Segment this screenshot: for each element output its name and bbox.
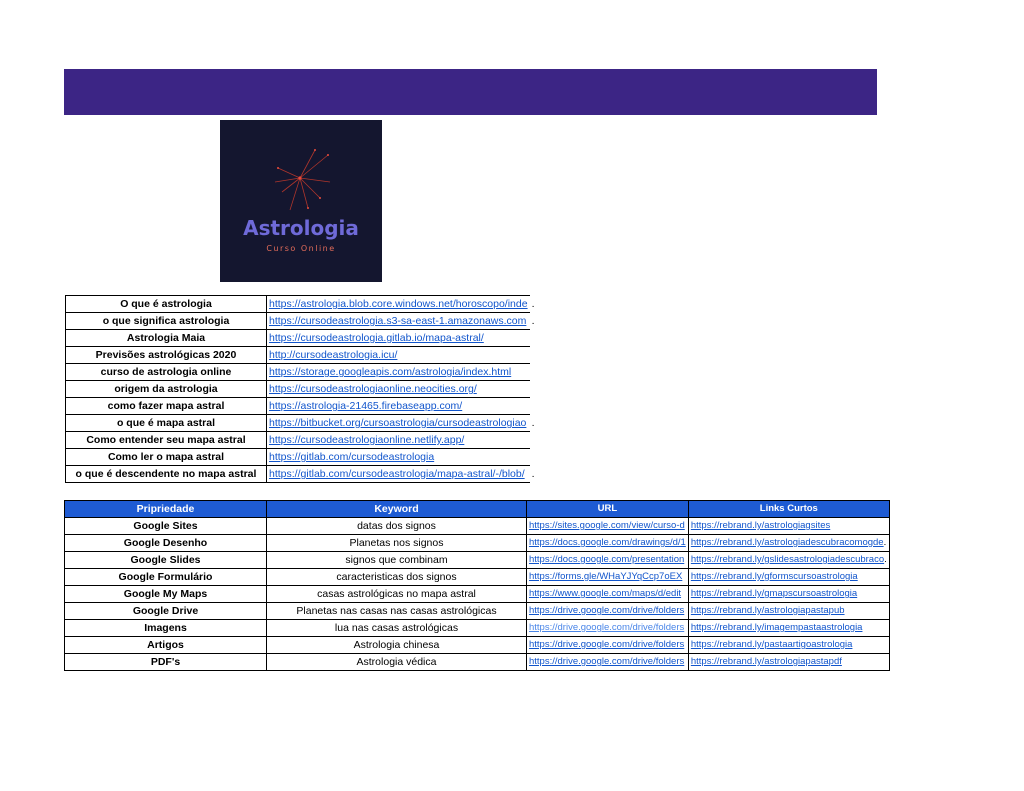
short-link-cell[interactable] (688, 637, 889, 654)
url-link[interactable]: https://cursodeastrologia.s3-sa-east-1.amazonaws.com (269, 315, 527, 327)
keyword-cell: o que é descendente no mapa astral (66, 466, 267, 483)
table-row (66, 449, 543, 466)
table-row (65, 518, 890, 535)
short-link-cell[interactable] (688, 552, 889, 569)
overflow-mark (530, 347, 543, 364)
property-cell: Google My Maps (65, 586, 267, 603)
short-link-cell[interactable] (688, 603, 889, 620)
url-link[interactable]: https://docs.google.com/presentation (529, 554, 685, 565)
overflow-mark: . (531, 417, 535, 429)
short-link[interactable]: https://rebrand.ly/imagempastaastrologia (690, 622, 863, 633)
short-link-cell[interactable] (688, 654, 889, 671)
url-cell[interactable] (267, 313, 530, 330)
table-row (66, 330, 543, 347)
url-link[interactable]: https://drive.google.com/drive/folders (529, 605, 685, 616)
url-cell[interactable] (527, 552, 689, 569)
table-row (65, 569, 890, 586)
keyword-cell: como fazer mapa astral (66, 398, 267, 415)
column-header: Keyword (267, 501, 527, 518)
property-cell: Google Slides (65, 552, 267, 569)
short-link-cell[interactable] (688, 535, 889, 552)
overflow-mark (530, 449, 543, 466)
logo-subtitle: Curso Online (266, 244, 336, 253)
keyword-cell: Planetas nos signos (267, 535, 527, 552)
overflow-mark (530, 432, 543, 449)
keyword-cell: caracteristicas dos signos (267, 569, 527, 586)
url-link[interactable]: https://www.google.com/maps/d/edit (529, 588, 682, 599)
url-cell[interactable] (267, 381, 530, 398)
table-row (66, 381, 543, 398)
keyword-cell: Astrologia chinesa (267, 637, 527, 654)
url-link[interactable]: http://cursodeastrologia.icu/ (269, 349, 398, 361)
url-link[interactable]: https://storage.googleapis.com/astrologia/index.html (269, 366, 512, 378)
property-cell: Artigos (65, 637, 267, 654)
overflow-mark: . (531, 315, 535, 327)
url-cell[interactable] (527, 569, 689, 586)
column-header: URL (527, 501, 689, 518)
overflow-mark: . (531, 468, 535, 480)
short-link[interactable]: https://rebrand.ly/astrologiadescubracomogde (690, 537, 884, 548)
keyword-cell: signos que combinam (267, 552, 527, 569)
property-cell: Google Drive (65, 603, 267, 620)
table-row (65, 586, 890, 603)
overflow-mark (530, 398, 543, 415)
keyword-cell: casas astrológicas no mapa astral (267, 586, 527, 603)
table-row (66, 432, 543, 449)
table-row (66, 296, 543, 313)
overflow-mark (530, 381, 543, 398)
overflow-mark (530, 364, 543, 381)
url-cell[interactable] (527, 620, 689, 637)
url-cell[interactable] (267, 449, 530, 466)
url-cell[interactable] (527, 603, 689, 620)
url-cell[interactable] (527, 586, 689, 603)
keyword-cell: lua nas casas astrológicas (267, 620, 527, 637)
keyword-cell: Previsões astrológicas 2020 (66, 347, 267, 364)
table-row (66, 364, 543, 381)
overflow-mark (530, 330, 543, 347)
table-row (65, 552, 890, 569)
url-link[interactable]: https://docs.google.com/drawings/d/1 (529, 537, 686, 548)
overflow-mark: . (531, 298, 535, 310)
url-link[interactable]: https://astrologia.blob.core.windows.net/horoscopo/inde (269, 298, 528, 310)
table-row (65, 654, 890, 671)
url-cell[interactable] (527, 654, 689, 671)
property-cell: Google Sites (65, 518, 267, 535)
short-link[interactable]: https://rebrand.ly/gmapscursoastrologia (690, 588, 858, 599)
header-row (65, 501, 890, 518)
short-link[interactable]: https://rebrand.ly/astrologiapastapdf (690, 656, 842, 667)
table-row (66, 415, 543, 432)
url-link[interactable]: https://gitlab.com/cursodeastrologia/mapa-astral/-/blob/ (269, 468, 525, 480)
table-row (65, 603, 890, 620)
short-link-cell[interactable] (688, 518, 889, 535)
table-row (66, 347, 543, 364)
keyword-cell: Planetas nas casas nas casas astrológicas (267, 603, 527, 620)
column-header: Links Curtos (688, 501, 889, 518)
keyword-cell: O que é astrologia (66, 296, 267, 313)
property-cell: Google Formulário (65, 569, 267, 586)
url-cell[interactable] (267, 347, 530, 364)
url-link[interactable]: https://cursodeastrologiaonline.netlify.app/ (269, 434, 465, 446)
keyword-cell: datas dos signos (267, 518, 527, 535)
keyword-cell: Astrologia védica (267, 654, 527, 671)
url-link[interactable]: https://drive.google.com/drive/folders (529, 639, 685, 650)
url-link[interactable]: https://cursodeastrologia.gitlab.io/mapa-astral/ (269, 332, 484, 344)
url-cell[interactable] (267, 398, 530, 415)
keyword-cell: Como ler o mapa astral (66, 449, 267, 466)
keyword-cell: Como entender seu mapa astral (66, 432, 267, 449)
url-cell[interactable] (527, 518, 689, 535)
url-link[interactable]: https://bitbucket.org/cursoastrologia/cursodeastrologiao (269, 417, 527, 429)
url-cell[interactable] (267, 330, 530, 347)
table-row (65, 535, 890, 552)
page-title: Curso de Astrologia Online - Descubra Como (180, 16, 697, 43)
url-link[interactable]: https://drive.google.com/drive/folders (529, 656, 685, 667)
table-row (66, 398, 543, 415)
property-cell: Google Desenho (65, 535, 267, 552)
keyword-cell: o que é mapa astral (66, 415, 267, 432)
url-cell[interactable] (267, 466, 530, 483)
keyword-cell: curso de astrologia online (66, 364, 267, 381)
short-link[interactable]: https://rebrand.ly/pastaartigoastrologia (690, 639, 853, 650)
url-cell[interactable] (267, 364, 530, 381)
overflow-mark: . (883, 537, 887, 548)
constellation-icon (220, 120, 382, 282)
url-cell[interactable] (267, 296, 530, 313)
keyword-cell: Astrologia Maia (66, 330, 267, 347)
url-cell[interactable] (267, 415, 530, 432)
table-row (66, 313, 543, 330)
url-cell[interactable] (527, 637, 689, 654)
table-row (66, 466, 543, 483)
column-header: Pripriedade (65, 501, 267, 518)
url-link[interactable]: https://drive.google.com/drive/folders (529, 622, 685, 633)
keyword-cell: origem da astrologia (66, 381, 267, 398)
title-banner (64, 69, 877, 115)
short-link-cell[interactable] (688, 620, 889, 637)
property-cell: PDF's (65, 654, 267, 671)
keyword-links-table (65, 295, 543, 483)
table-row (65, 620, 890, 637)
url-link[interactable]: https://astrologia-21465.firebaseapp.com/ (269, 400, 463, 412)
url-link[interactable]: https://gitlab.com/cursodeastrologia (269, 451, 435, 463)
url-link[interactable]: https://cursodeastrologiaonline.neocities.org/ (269, 383, 477, 395)
url-link[interactable]: https://forms.gle/WHaYJYqCcp7oEX (529, 571, 683, 582)
url-cell[interactable] (527, 535, 689, 552)
astrologia-logo-image (220, 120, 382, 282)
short-link[interactable]: https://rebrand.ly/astrologiagsites (690, 520, 831, 531)
overflow-mark: . (884, 554, 887, 565)
properties-table (64, 500, 890, 671)
short-link[interactable]: https://rebrand.ly/gformscursoastrologia (690, 571, 858, 582)
short-link[interactable]: https://rebrand.ly/gslidesastrologiadescubraco (690, 554, 885, 565)
short-link[interactable]: https://rebrand.ly/astrologiapastapub (690, 605, 845, 616)
logo-title: Astrologia (243, 216, 359, 240)
keyword-cell: o que significa astrologia (66, 313, 267, 330)
short-link-cell[interactable] (688, 586, 889, 603)
url-link[interactable]: https://sites.google.com/view/curso-d (529, 520, 685, 531)
property-cell: Imagens (65, 620, 267, 637)
short-link-cell[interactable] (688, 569, 889, 586)
table-row (65, 637, 890, 654)
url-cell[interactable] (267, 432, 530, 449)
